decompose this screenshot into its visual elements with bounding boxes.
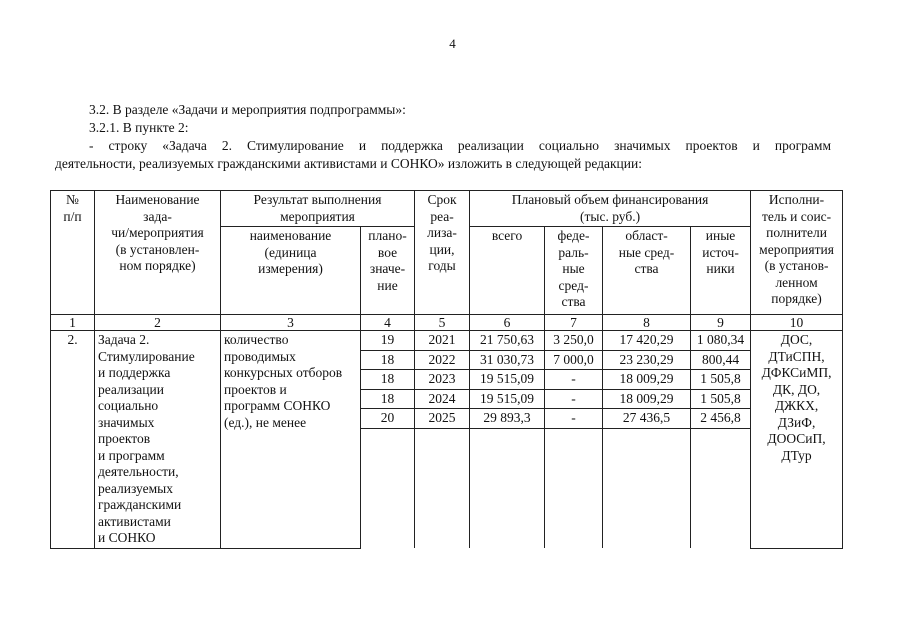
regional-value: 18 009,29 (603, 370, 691, 390)
total-value: 31 030,73 (470, 350, 545, 370)
empty-cell (361, 428, 415, 548)
regional-value: 18 009,29 (603, 389, 691, 409)
year: 2024 (415, 389, 470, 409)
header-federal: феде- раль- ные сред- ства (545, 227, 603, 315)
instruction-paragraph-line1: - строку «Задача 2. Стимулирование и поддержка реализации социально значимых проектов и программ (89, 138, 831, 153)
table-row (51, 331, 843, 351)
section-paragraph: 3.2. В разделе «Задачи и мероприятия подпрограммы»: (89, 102, 406, 117)
empty-cell (415, 428, 470, 548)
plan-value: 18 (361, 350, 415, 370)
header-term: Срок реа- лиза- ции, годы (415, 191, 470, 315)
federal-value: - (545, 409, 603, 429)
row-num: 2. (51, 331, 95, 549)
subsection-paragraph: 3.2.1. В пункте 2: (89, 120, 189, 135)
executors: ДОС, ДТиСПН, ДФКСиМП, ДК, ДО, ДЖКХ, ДЗиФ, ДООСиП, ДТур (751, 331, 843, 549)
total-value: 19 515,09 (470, 389, 545, 409)
indicator-name: количество проводимых конкурсных отборов проектов и программ СОНКО (ед.), не менее (221, 331, 361, 549)
federal-value: - (545, 389, 603, 409)
task-name: Задача 2. Стимулирование и поддержка реализации социально значимых проектов и программ деятельности, реализуемых гражданскими активистами и СОНКО (95, 331, 221, 549)
col-number: 10 (751, 315, 843, 331)
col-number: 3 (221, 315, 361, 331)
header-total: всего (470, 227, 545, 315)
header-executors: Исполни- тель и соис- полнители мероприятия (в установ- ленном порядке) (751, 191, 843, 315)
plan-value: 20 (361, 409, 415, 429)
empty-cell (545, 428, 603, 548)
column-numbers-row (51, 315, 843, 331)
plan-value: 18 (361, 370, 415, 390)
col-number: 8 (603, 315, 691, 331)
empty-cell (603, 428, 691, 548)
page-number: 4 (449, 36, 456, 51)
federal-value: 7 000,0 (545, 350, 603, 370)
tasks-table (50, 190, 843, 549)
federal-value: 3 250,0 (545, 331, 603, 351)
col-number: 4 (361, 315, 415, 331)
total-value: 21 750,63 (470, 331, 545, 351)
year: 2025 (415, 409, 470, 429)
regional-value: 27 436,5 (603, 409, 691, 429)
plan-value: 18 (361, 389, 415, 409)
year: 2021 (415, 331, 470, 351)
header-regional: област- ные сред- ства (603, 227, 691, 315)
other-value: 800,44 (691, 350, 751, 370)
header-finance-group: Плановый объем финансирования (тыс. руб.) (470, 191, 751, 227)
header-result-name: наименование (единица измерения) (221, 227, 361, 315)
instruction-paragraph-line2: деятельности, реализуемых гражданскими активистами и СОНКО» изложить в следующей редакции: (55, 156, 642, 171)
col-number: 9 (691, 315, 751, 331)
header-other: иные источ- ники (691, 227, 751, 315)
regional-value: 17 420,29 (603, 331, 691, 351)
col-number: 5 (415, 315, 470, 331)
total-value: 19 515,09 (470, 370, 545, 390)
header-planned-value: плано- вое значе- ние (361, 227, 415, 315)
empty-cell (691, 428, 751, 548)
year: 2022 (415, 350, 470, 370)
federal-value: - (545, 370, 603, 390)
other-value: 1 505,8 (691, 389, 751, 409)
other-value: 1 505,8 (691, 370, 751, 390)
header-result-group: Результат выполнения мероприятия (221, 191, 415, 227)
other-value: 1 080,34 (691, 331, 751, 351)
header-name: Наименование зада- чи/мероприятия (в установлен- ном порядке) (95, 191, 221, 315)
header-num: № п/п (51, 191, 95, 315)
col-number: 2 (95, 315, 221, 331)
col-number: 6 (470, 315, 545, 331)
regional-value: 23 230,29 (603, 350, 691, 370)
empty-cell (470, 428, 545, 548)
col-number: 1 (51, 315, 95, 331)
col-number: 7 (545, 315, 603, 331)
other-value: 2 456,8 (691, 409, 751, 429)
year: 2023 (415, 370, 470, 390)
plan-value: 19 (361, 331, 415, 351)
total-value: 29 893,3 (470, 409, 545, 429)
